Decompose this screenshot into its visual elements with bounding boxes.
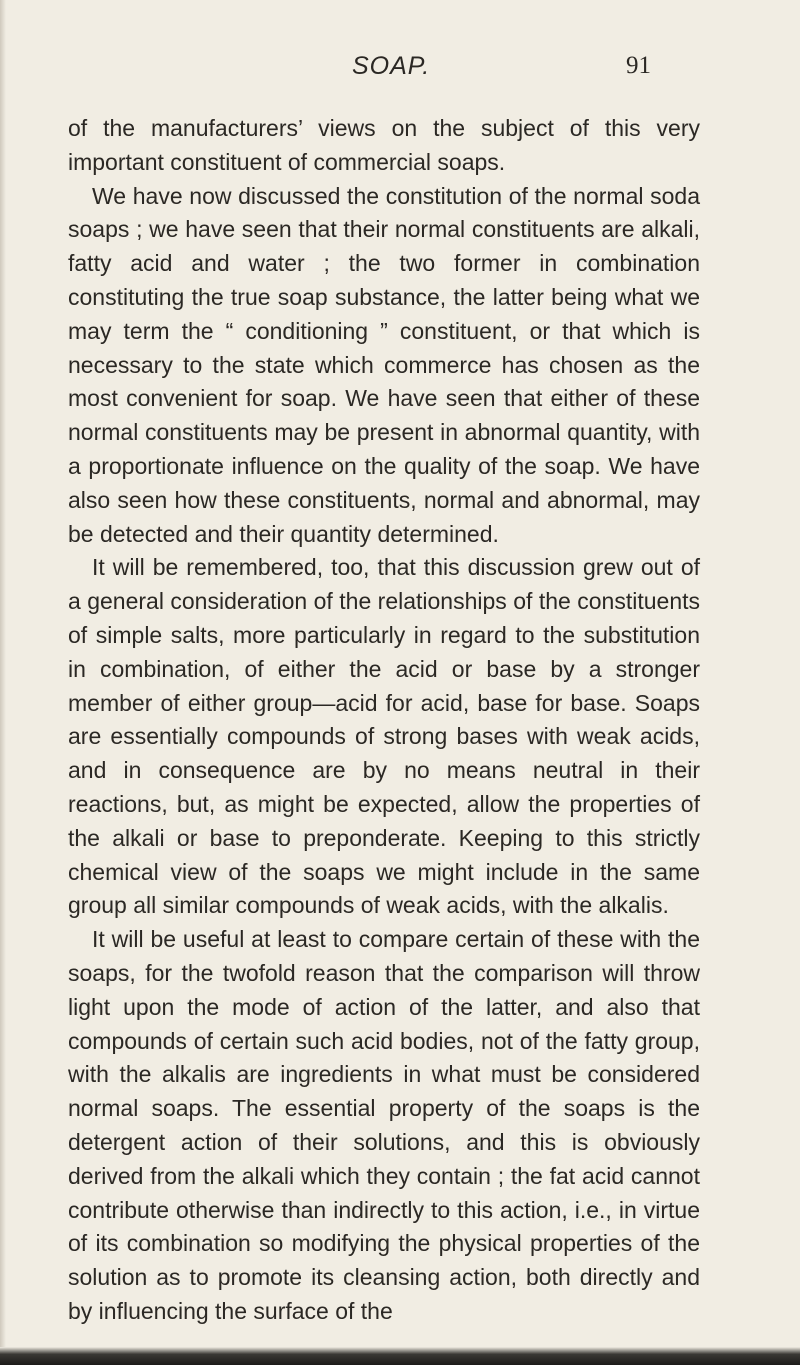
page-bottom-edge <box>0 1347 800 1365</box>
body-text <box>68 112 700 1329</box>
paragraph-detergent-action: It will be useful at least to compare certain of these with the soaps, for the twofold reason that the comparison will throw light upon the mode of action of the latter, and also that compounds of certain such acid bodies, not of the fatty group, with the alkalis are ingredients in what must be considered normal soaps. The essential property of the soaps is the detergent action of their solutions, and this is obviously derived from the alkali which they contain ; the fat acid cannot contribute otherwise than indirectly to this action, i.e., in virtue of its combination so modifying the physical properties of the solution as to promote its cleansing action, both directly and by influencing the surface of the <box>68 926 700 1324</box>
running-head <box>0 52 800 88</box>
paragraph-continuation: of the manufacturers’ views on the subject of this very important constituent of commercial soaps. <box>68 115 700 175</box>
page-edge-shadow <box>0 0 6 1365</box>
paragraph-simple-salts: It will be remembered, too, that this discussion grew out of a general consideration of the relationships of the constituents of simple salts, more particularly in regard to the substitution in combination, of either the acid or base by a stronger member of either group—acid for acid, base for base. Soaps are essentially compounds of strong bases with weak acids, and in consequence are by no means neutral in their reactions, but, as might be expected, allow the properties of the alkali or base to preponderate. Keeping to this strictly chemical view of the soaps we might include in the same group all similar compounds of weak acids, with the alkalis. <box>68 554 700 919</box>
running-head-title: SOAP. <box>352 52 431 80</box>
paragraph-normal-soda-soaps: We have now discussed the constitution of the normal soda soaps ; we have seen that their normal constituents are alkali, fatty acid and water ; the two former in combination constituting the true soap substance, the latter being what we may term the “ conditioning ” constituent, or that which is necessary to the state which commerce has chosen as the most convenient for soap. We have seen that either of these normal constituents may be present in abnormal quantity, with a proportionate influence on the quality of the soap. We have also seen how these constituents, normal and abnormal, may be detected and their quantity determined. <box>68 182 700 547</box>
page-number: 91 <box>626 52 651 79</box>
